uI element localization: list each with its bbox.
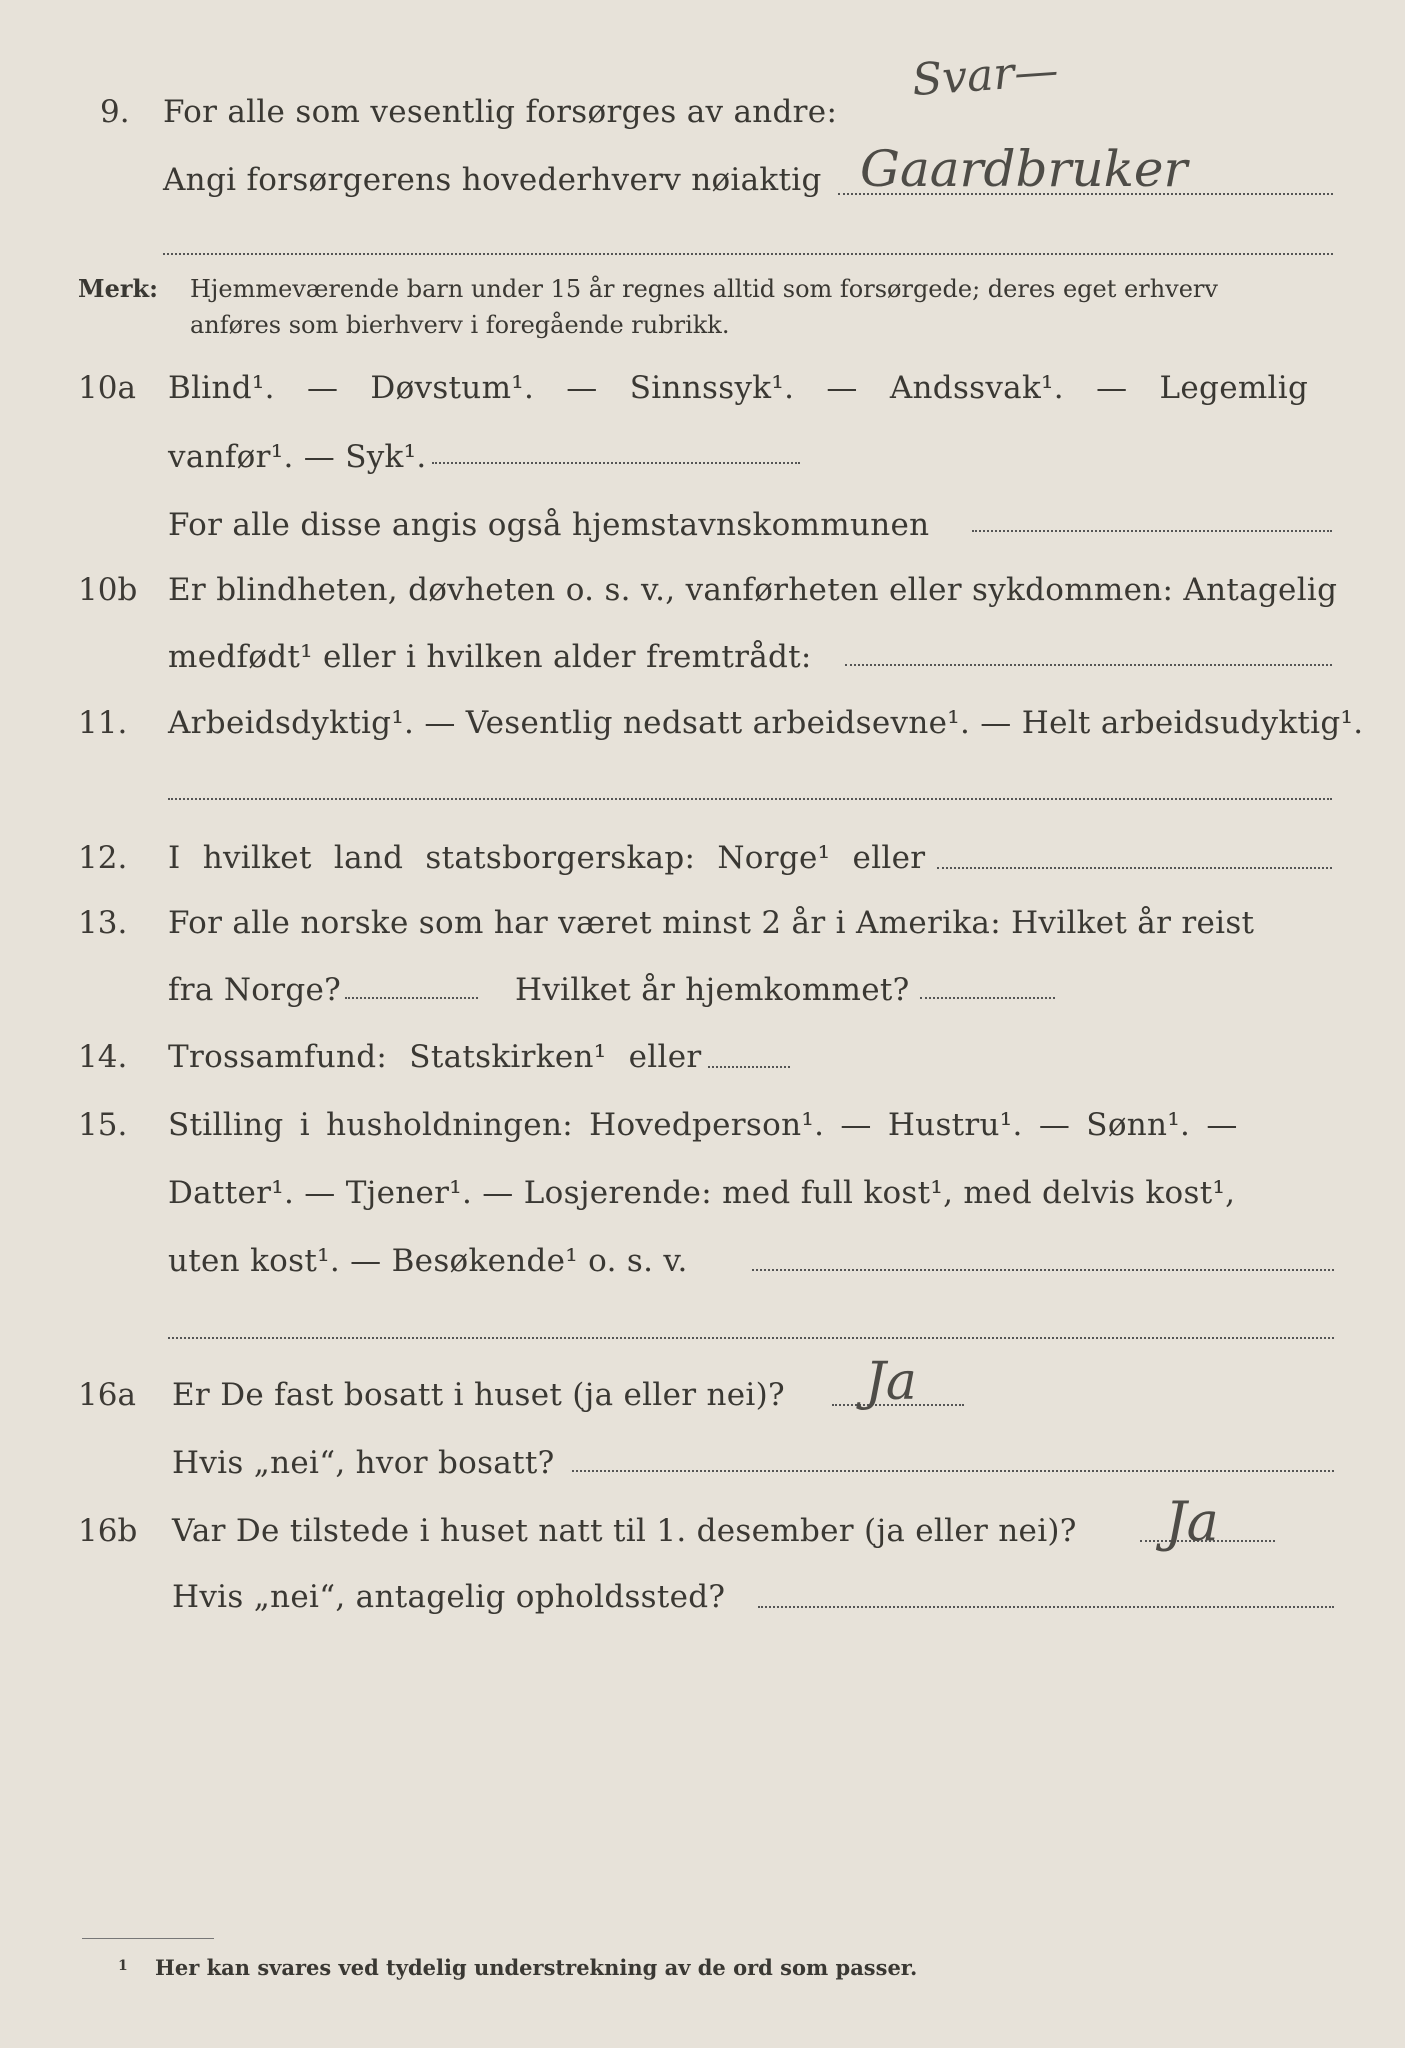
footnote-text: Her kan svares ved tydelig understrekning av de ord som passer. <box>155 1955 918 1980</box>
q15-line2: Datter¹. — Tjener¹. — Losjerende: med full kost¹, med delvis kost¹, <box>168 1175 1236 1211</box>
q10a-row1 <box>0 363 1405 413</box>
q16b-number: 16b <box>78 1513 138 1549</box>
q9-row1 <box>0 87 1405 137</box>
q14-number: 14. <box>78 1039 128 1075</box>
q10b-age-line[interactable] <box>845 664 1332 666</box>
q15-extra-line1[interactable] <box>752 1269 1334 1271</box>
q12-country-line[interactable] <box>937 867 1332 869</box>
q9-number: 9. <box>100 94 130 130</box>
q16b-location-line[interactable] <box>758 1606 1334 1608</box>
q16b-row2 <box>0 1572 1405 1622</box>
q16a-line1: Er De fast bosatt i huset (ja eller nei)? <box>172 1377 785 1413</box>
q14-faith-line[interactable] <box>708 1066 790 1068</box>
footnote-mark: 1 <box>118 1958 128 1974</box>
q9-question: For alle som vesentlig forsørges av andre: <box>163 94 838 130</box>
q9-answer-top-handwriting: Svar— <box>910 44 1060 107</box>
footnote-rule <box>82 1938 214 1939</box>
q9-extra-line[interactable] <box>163 253 1333 255</box>
q15-line1: Stilling i husholdningen: Hovedperson¹. — Hustru¹. — Sønn¹. — <box>168 1107 1238 1143</box>
q10b-line1: Er blindheten, døvheten o. s. v., vanførheten eller sykdommen: Antagelig <box>168 572 1338 608</box>
q11-line1: Arbeidsdyktig¹. — Vesentlig nedsatt arbeidsevne¹. — Helt arbeidsudyktig¹. <box>168 705 1364 741</box>
q9-provider-label: Angi forsørgerens hovederhverv nøiaktig <box>163 162 822 198</box>
q13-line1: For alle norske som har været minst 2 år i Amerika: Hvilket år reist <box>168 905 1255 941</box>
q12-number: 12. <box>78 840 128 876</box>
merk-line2: anføres som bierhverv i foregående rubrikk. <box>190 311 730 339</box>
q10b-line2: medfødt¹ eller i hvilken alder fremtrådt: <box>168 639 812 675</box>
q10a-row2 <box>0 432 1405 482</box>
q10b-row2 <box>0 632 1405 682</box>
q10a-row3 <box>0 500 1405 550</box>
q15-number: 15. <box>78 1107 128 1143</box>
merk-line1: Hjemmeværende barn under 15 år regnes alltid som forsørgede; deres eget erhverv <box>190 275 1218 303</box>
q10a-hometown-line[interactable] <box>972 530 1332 532</box>
q10a-syk-line[interactable] <box>432 462 800 464</box>
q16a-row1 <box>0 1370 1405 1420</box>
q13-row1 <box>0 898 1405 948</box>
q13-year-left-line[interactable] <box>345 997 478 999</box>
q15-row1 <box>0 1100 1405 1150</box>
q11-number: 11. <box>78 705 128 741</box>
q12-line1: I hvilket land statsborgerskap: Norge¹ eller <box>168 840 926 876</box>
q10a-number: 10a <box>78 370 136 406</box>
q16a-residence-line[interactable] <box>572 1470 1334 1472</box>
q11-extra-line[interactable] <box>168 798 1332 800</box>
q14-line1: Trossamfund: Statskirken¹ eller <box>168 1039 702 1075</box>
q15-line3: uten kost¹. — Besøkende¹ o. s. v. <box>168 1243 688 1279</box>
q10b-number: 10b <box>78 572 138 608</box>
q16a-answer-handwriting: Ja <box>865 1352 917 1412</box>
q16b-line1: Var De tilstede i huset natt til 1. desember (ja eller nei)? <box>172 1513 1077 1549</box>
q13-left-label: fra Norge? <box>168 972 342 1008</box>
q16b-answer-handwriting: Ja <box>1165 1490 1219 1553</box>
q13-year-right-line[interactable] <box>920 997 1055 999</box>
q16a-line2: Hvis „nei“, hvor bosatt? <box>172 1445 555 1481</box>
q13-right-label: Hvilket år hjemkommet? <box>515 972 910 1008</box>
q12-row1 <box>0 833 1405 883</box>
q10a-line1: Blind¹. — Døvstum¹. — Sinnssyk¹. — Andssvak¹. — Legemlig <box>168 370 1309 406</box>
q11-row1 <box>0 698 1405 748</box>
q15-row3 <box>0 1236 1405 1286</box>
q16a-number: 16a <box>78 1377 136 1413</box>
merk-label: Merk: <box>78 274 158 303</box>
q16a-row2 <box>0 1438 1405 1488</box>
q15-row2 <box>0 1168 1405 1218</box>
q9-row2 <box>0 155 1405 205</box>
q10a-line2: vanfør¹. — Syk¹. <box>168 439 427 475</box>
q9-answer-handwriting: Gaardbruker <box>860 140 1188 198</box>
q10b-row1 <box>0 565 1405 615</box>
q10a-line3: For alle disse angis også hjemstavnskommunen <box>168 507 930 543</box>
q13-number: 13. <box>78 905 128 941</box>
q13-row2 <box>0 965 1405 1015</box>
q16b-line2: Hvis „nei“, antagelig opholdssted? <box>172 1579 726 1615</box>
q15-extra-line2[interactable] <box>168 1337 1334 1339</box>
q14-row1 <box>0 1032 1405 1082</box>
